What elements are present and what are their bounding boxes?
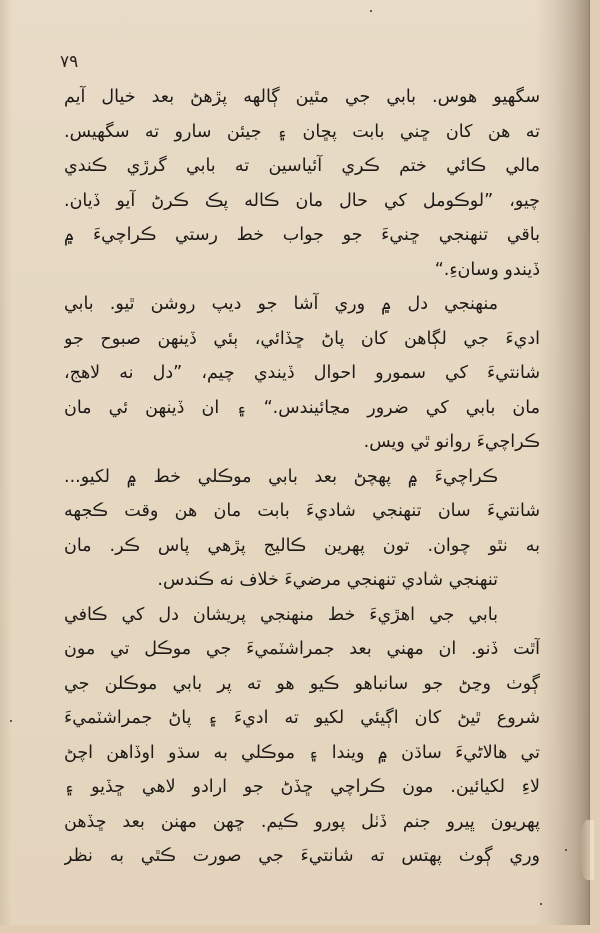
paper-speck — [540, 903, 542, 905]
text-line: شروع ٿيڻ کان اڳيئي لکيو ته اديءَ ۽ پاڻ جمراشٽميءَ — [64, 708, 540, 728]
text-line: باقي تنهنجي ڇنيءَ جو جواب خط رستي ڪراچيءَ ۾ — [64, 225, 540, 245]
text-line: مالي ڪائي ختم ڪري آئياسين ته بابي گرڙي ڪندي — [64, 156, 540, 176]
text-line: منهنجي دل ۾ وري آشا جو ديپ روشن ٿيو. بابي — [64, 294, 498, 314]
text-line: ڳوٺ وڃڻ جو سانباهو ڪيو هو ته پر بابي موڪلن جي — [64, 673, 540, 694]
text-line: آٿت ڏنو. ان مهني بعد جمراشٽميءَ جي موڪل تي مون — [64, 639, 540, 659]
text-line: چيو، ”لوڪومل کي حال مان ڪاله پڪ ڪرڻ آيو ڏيان. — [64, 190, 540, 211]
text-line: لاءِ لکيائين. مون ڪراچي ڇڏڻ جو ارادو لاهي ڇڏيو ۽ — [64, 777, 540, 797]
paper-speck — [10, 720, 12, 722]
text-line: وري ڳوٺ پهتس ته شانتيءَ جي صورت ڪٿي به نظر — [64, 846, 540, 866]
text-line: ڪراچيءَ ۾ پهچڻ بعد بابي موڪلي خط ۾ لکيو... — [64, 466, 498, 487]
text-line: تي هالاڻيءَ ساڌن ۾ ويندا ۽ موڪلي به سڌو اوڏاهن اچڻ — [64, 742, 540, 763]
text-line: سگهيو هوس. بابي جي مٿين ڳالهه پڙهڻ بعد خيال آيم — [64, 87, 540, 107]
page-fold-highlight — [580, 820, 594, 880]
page-edge-shadow — [0, 0, 12, 925]
text-line: بابي جي اهڙيءَ خط منهنجي پريشان دل کي ڪافي — [64, 604, 498, 625]
text-line: ته هن کان ڇني بابت پڇان ۽ جيئن سارو ته سگهيس. — [64, 121, 540, 142]
text-line: شانتيءَ کي سمورو احوال ڏيندي چيم، ”دل نه لاهج، — [64, 363, 540, 383]
page-number: ٧٩ — [60, 52, 79, 72]
paper-speck — [370, 10, 372, 12]
text-line: ڏيندو وسانءِ.“ — [434, 259, 540, 280]
body-text — [64, 80, 540, 874]
text-line: به نٿو چوان. تون پهرين ڪاليج پڙهي پاس ڪر. مان — [64, 535, 540, 556]
text-line: مان بابي کي ضرور مڃائيندس.“ ۽ ان ڏينهن ئي مان — [64, 397, 540, 418]
text-line: پهريون ڀيرو جنم ڏٺل پورو ڪيم. ڇهن مهنن بعد ڇڏهن — [64, 811, 540, 832]
text-line: شانتيءَ سان تنهنجي شاديءَ بابت مان هن وقت ڪجهه — [64, 501, 540, 521]
paper-speck — [565, 849, 567, 851]
text-line: ڪراچيءَ روانو ٿي ويس. — [363, 432, 540, 452]
text-line: تنهنجي شادي تنهنجي مرضيءَ خلاف نه ڪندس. — [157, 570, 498, 590]
text-line: اديءَ جي لڳاهن کان پاڻ ڇڏائي، ٻئي ڏينهن صبوح جو — [64, 328, 540, 349]
